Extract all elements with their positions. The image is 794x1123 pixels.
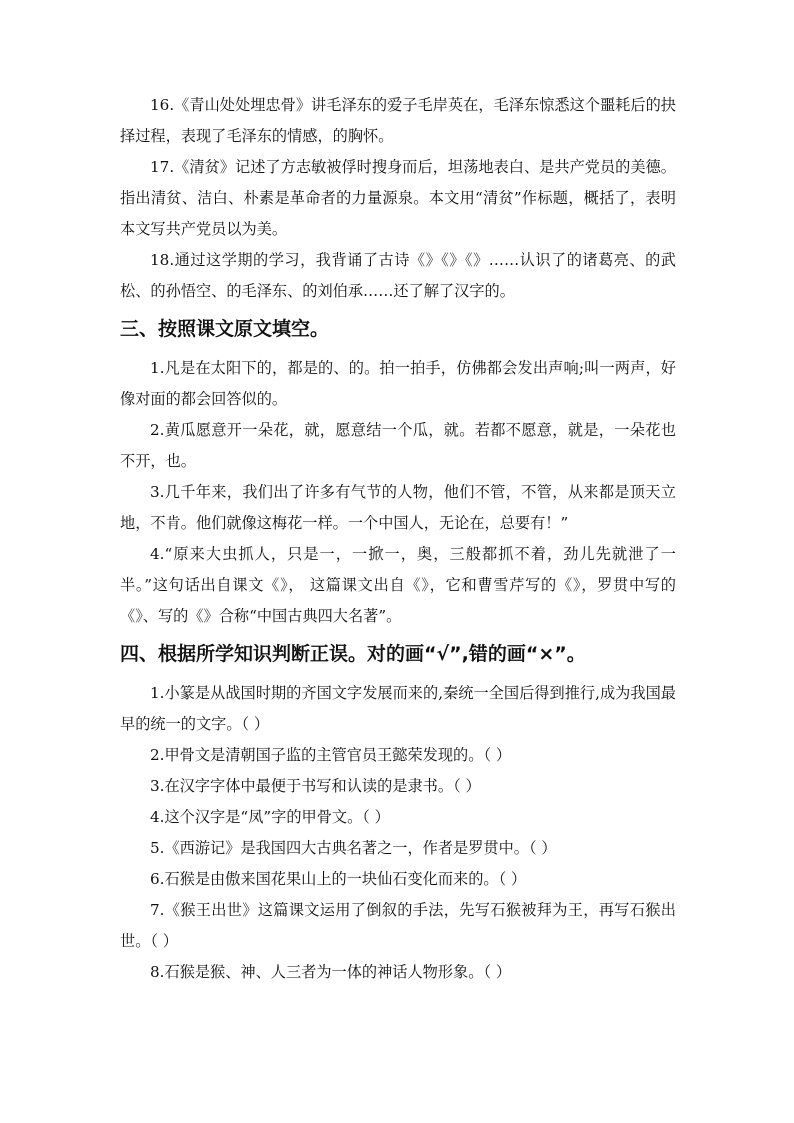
true-false-6: 6.石猴是由傲来国花果山上的一块仙石变化而来的。（ ） bbox=[150, 870, 527, 888]
section-three-heading: 三、按照课文原文填空。 bbox=[120, 318, 330, 340]
true-false-3: 3.在汉字字体中最便于书写和认读的是隶书。（ ） bbox=[150, 777, 481, 795]
question-16: 16.《青山处处埋忠骨》讲毛泽东的爱子毛岸英在，毛泽东惊悉这个噩耗后的抉择过程，表现了毛泽东的情感，的胸怀。 bbox=[120, 96, 676, 145]
true-false-7: 7.《猴王出世》这篇课文运用了倒叙的手法，先写石猴被拜为王，再写石猴出世。（ ） bbox=[120, 901, 676, 950]
fill-blank-2: 2.黄瓜愿意开一朵花，就，愿意结一个瓜，就。若都不愿意，就是，一朵花也不开，也。 bbox=[120, 421, 676, 470]
fill-blank-1: 1.凡是在太阳下的，都是的、的。拍一拍手，仿佛都会发出声响;叫一两声，好像对面的都会回答似的。 bbox=[120, 359, 676, 408]
section-two-tail bbox=[120, 90, 676, 307]
fill-blank-4: 4.“原来大虫抓人，只是一，一掀一，奥，三般都抓不着，劲儿先就泄了一半。”这句话出自课文《》， 这篇课文出自《》，它和曹雪芹写的《》，罗贯中写的《》、写的《》合称“中国古典四大名著”。 bbox=[120, 545, 676, 625]
true-false-2: 2.甲骨文是清朝国子监的主管官员王懿荣发现的。（ ） bbox=[150, 746, 512, 764]
section-four-heading: 四、根据所学知识判断正误。对的画“√”,错的画“×”。 bbox=[120, 643, 586, 665]
true-false-4: 4.这个汉字是“凤”字的甲骨文。（ ） bbox=[150, 808, 390, 826]
worksheet-page bbox=[120, 90, 676, 988]
section-three bbox=[120, 317, 676, 632]
fill-blank-3: 3.几千年来，我们出了许多有气节的人物，他们不管，不管，从来都是顶天立地，不肯。他们就像这梅花一样。一个中国人，无论在，总要有！” bbox=[120, 483, 676, 532]
question-17: 17.《清贫》记述了方志敏被俘时搜身而后，坦荡地表白、是共产党员的美德。指出清贫、洁白、朴素是革命者的力量源泉。本文用“清贫”作标题，概括了，表明本文写共产党员以为美。 bbox=[120, 158, 676, 238]
true-false-8: 8.石猴是猴、神、人三者为一体的神话人物形象。（ ） bbox=[150, 963, 512, 981]
true-false-1: 1.小篆是从战国时期的齐国文字发展而来的,秦统一全国后得到推行,成为我国最早的统一的文字。（ ） bbox=[120, 684, 676, 733]
section-four bbox=[120, 642, 676, 988]
true-false-5: 5.《西游记》是我国四大古典名著之一，作者是罗贯中。（ ） bbox=[150, 839, 557, 857]
question-18: 18.通过这学期的学习，我背诵了古诗《》《》《》……认识了的诸葛亮、的武松、的孙悟空、的毛泽东、的刘伯承……还了解了汉字的。 bbox=[120, 251, 676, 300]
